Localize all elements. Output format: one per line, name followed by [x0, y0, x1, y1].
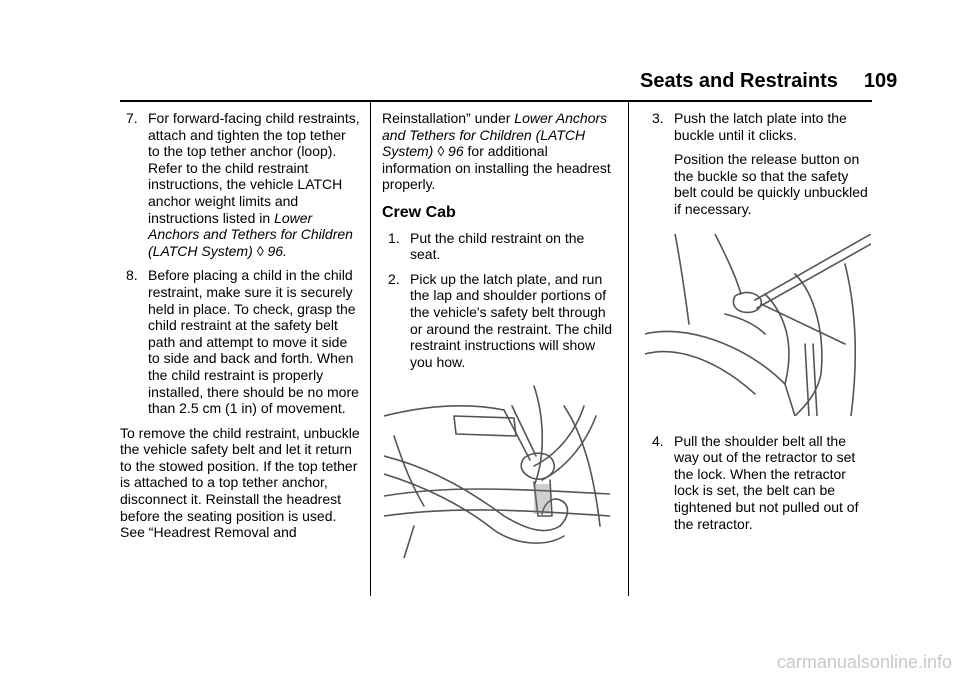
section-title: Seats and Restraints	[640, 70, 838, 92]
remove-paragraph: To remove the child restraint, unbuckle the vehicle safety belt and let it return to the stowed position. If the top tether is attached to a top tether anchor, disconnect it. Reinstall the headrest before the seating position is used. See “Headrest Removal and	[120, 424, 360, 541]
header-rule	[120, 100, 872, 102]
latch-link[interactable]: Lower Anchors and Tethers for Children (LATCH System)	[382, 110, 608, 160]
step-3-note: Position the release button on the buckle so that the safety belt could be quickly unbuckled if necessary.	[674, 151, 868, 217]
step-number: 2.	[388, 270, 400, 287]
step-2	[382, 271, 618, 371]
step-number: 3.	[652, 110, 664, 126]
column-1	[120, 110, 360, 549]
step-number: 7.	[126, 110, 138, 126]
step-text: Put the child restraint on the seat.	[410, 229, 585, 263]
belt-routing-illustration	[384, 376, 610, 558]
buckle-latch-image	[645, 234, 871, 416]
step-text: Before placing a child in the child restraint, make sure it is securely held in place. To check, grasp the child restraint at the safety belt path and attempt to move it side to side and back and forth. When the child restraint is properly installed, there should be no more than 2.5 cm (1 in) of movement.	[148, 267, 359, 417]
step-8	[120, 267, 360, 416]
watermark: carmanualsonline.info	[776, 652, 952, 672]
step-text: Pick up the latch plate, and run the lap and shoulder portions of the vehicle's safety belt through or around the restraint. The child restraint instructions will show you how.	[410, 270, 613, 370]
step-4	[646, 433, 872, 533]
page-ref[interactable]: ◊ 96.	[256, 242, 287, 259]
step-number: 1.	[388, 229, 400, 246]
page-number: 109	[863, 70, 898, 92]
column-2	[382, 110, 618, 378]
step-1	[382, 230, 618, 263]
page-ref[interactable]: ◊ 96	[437, 143, 464, 160]
page-header	[640, 70, 898, 93]
continued-paragraph	[382, 110, 618, 193]
belt-routing-image	[384, 376, 610, 558]
step-number: 4.	[652, 432, 664, 449]
column-divider-1	[370, 100, 371, 596]
step-3	[646, 110, 872, 143]
step-text: Pull the shoulder belt all the way out of the retractor to set the lock. When the retractor lock is set, the belt can be tightened but not pulled out of the retractor.	[674, 432, 859, 532]
latch-link[interactable]: Lower Anchors and Tethers for Children (LATCH System)	[148, 209, 353, 259]
step-number: 8.	[126, 267, 138, 284]
buckle-latch-illustration	[645, 234, 871, 416]
continued-text: Reinstallation” under	[382, 110, 515, 126]
step-text: Push the latch plate into the buckle until it clicks.	[674, 110, 847, 143]
continued-text-end: for additional information on installing the headrest properly.	[382, 143, 611, 193]
column-divider-2	[628, 100, 629, 596]
step-7	[120, 110, 360, 259]
step-text: For forward-facing child restraints, attach and tighten the top tether to the top tether anchor (loop). Refer to the child restraint instructions, the vehicle LATCH anchor weight limits and instructions listed in	[148, 110, 360, 226]
crew-cab-heading: Crew Cab	[382, 203, 456, 221]
